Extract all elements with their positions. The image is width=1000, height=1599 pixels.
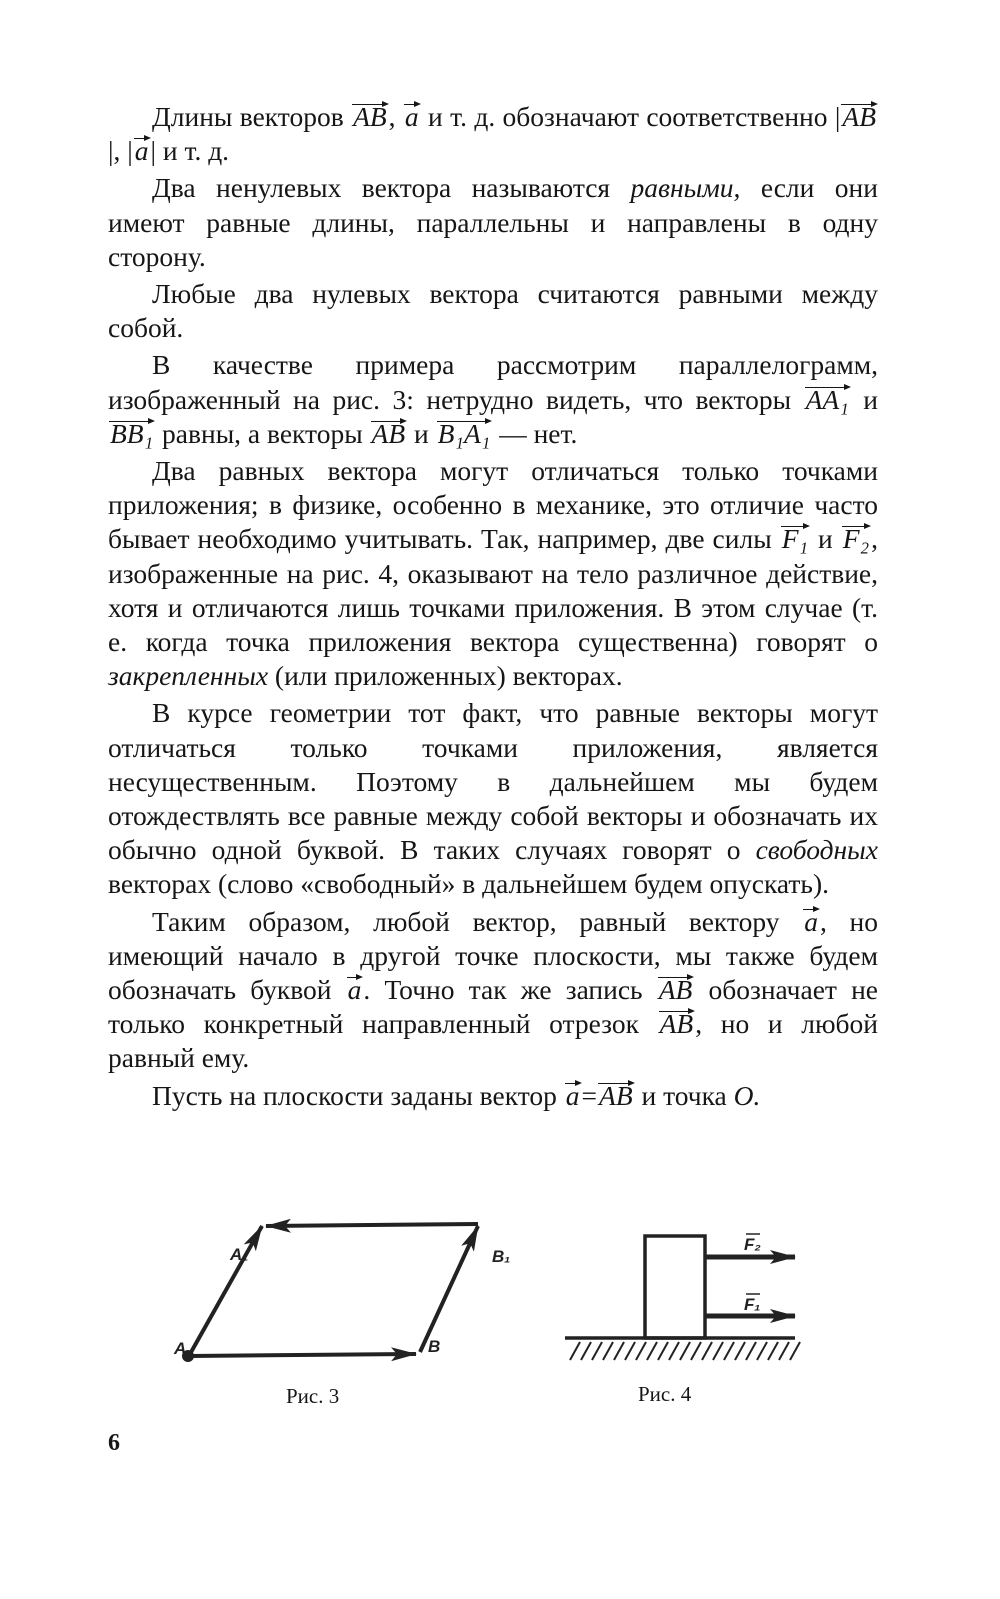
text-run: и — [810, 523, 841, 555]
ground-hatch — [757, 1342, 767, 1360]
ground-hatch — [614, 1342, 624, 1360]
text-run: и — [407, 417, 436, 449]
text-run: , но и любой равный ему. — [108, 1008, 878, 1074]
figure-4-caption: Рис. 4 — [638, 1382, 692, 1406]
ground-hatch — [680, 1342, 690, 1360]
label-B1: B₁ — [492, 1247, 511, 1266]
ground-hatch — [603, 1342, 613, 1360]
vector-notation: AB — [842, 101, 877, 132]
ground-hatch — [581, 1342, 591, 1360]
text-run: . Точно так же запись — [363, 974, 657, 1006]
page-number: 6 — [108, 1430, 120, 1456]
text-run: В качестве примера рассмотрим параллелограмм, изображенный на рис. 3: нетрудно видеть, что векторы — [108, 349, 878, 415]
ground-hatch — [636, 1342, 646, 1360]
ground-hatch — [746, 1342, 756, 1360]
text-run: Любые два нулевых вектора считаются равными между собой. — [108, 278, 878, 344]
ground-hatch — [592, 1342, 602, 1360]
label-A: A — [174, 1339, 187, 1358]
italic-term: закрепленных — [108, 660, 269, 692]
figure-4-forces — [565, 1236, 800, 1360]
label-F2: F₂ — [744, 1235, 761, 1254]
text-run: (или приложенных) векторах. — [268, 660, 623, 692]
italic-term: O. — [733, 1079, 761, 1111]
italic-term: свободных — [755, 834, 878, 866]
vector-notation: BB₁ — [110, 417, 154, 449]
text-run: равны, а векторы — [155, 417, 370, 449]
italic-term: равными, — [630, 172, 741, 204]
vector-notation: AA₁ — [805, 383, 849, 415]
vector-notation: a — [404, 101, 419, 132]
vector-notation: AB — [659, 1008, 694, 1040]
body-block — [645, 1236, 705, 1338]
vector-notation: a — [804, 905, 818, 937]
vector-notation: a — [565, 1079, 580, 1111]
vector-notation: AB — [371, 417, 406, 449]
text-run: Два ненулевых вектора называются — [152, 172, 631, 204]
vector-notation: AB — [599, 1079, 633, 1111]
text-run: , — [388, 101, 403, 132]
vector-notation: B₁A₁ — [437, 417, 491, 449]
vector-notation: a — [134, 135, 149, 167]
ground-hatch — [647, 1342, 657, 1360]
text-run: В курсе геометрии тот факт, что равные векторы могут отличаться только точками приложения, является несущественным. Поэтому в дальнейшем мы будем отождествлять все равные между собой векторы и обозначать их обычно одной буквой. В таких случаях говорят о — [108, 697, 878, 866]
ground-hatch — [713, 1342, 723, 1360]
ground-hatch — [658, 1342, 668, 1360]
text-run: векторах (слово «свободный» в дальнейшем будем опускать). — [108, 868, 830, 900]
vector-notation: a — [347, 974, 362, 1006]
ground-hatch — [735, 1342, 745, 1360]
ground-hatch — [625, 1342, 635, 1360]
vector-AA1 — [190, 1226, 262, 1354]
text-run: = — [581, 1079, 598, 1111]
vector-notation: F₁ — [781, 523, 809, 555]
text-run: и точка — [634, 1079, 734, 1111]
text-run: Два равных вектора могут отличаться только точками приложения; в физике, особенно в механике, это отличие часто бывает необходимо учитывать. Так, например, две силы — [108, 455, 878, 555]
text-run: , но имеющий начало в другой точке плоскости, мы также будем обозначать буквой — [108, 905, 879, 1006]
vector-B1A1 — [266, 1224, 478, 1226]
text-run: если они имеют равные длины, параллельны и направлены в одну сторону. — [108, 172, 878, 272]
ground-hatch — [724, 1342, 734, 1360]
ground-hatch — [691, 1342, 701, 1360]
text-run: | и т. д. — [150, 135, 230, 167]
text-run: Пусть на плоскости заданы вектор — [152, 1079, 564, 1111]
ground-hatch — [669, 1342, 679, 1360]
vector-notation: AB — [658, 974, 693, 1006]
text-run: — нет. — [492, 417, 578, 449]
text-run: и т. д. обозначают соответственно | — [420, 101, 841, 132]
label-B: B — [428, 1337, 441, 1356]
ground-hatch — [790, 1342, 800, 1360]
vector-notation: AB — [353, 101, 387, 132]
text-run: , изображенные на рис. 4, оказывают на тело различное действие, хотя и отличаются лишь точками приложения. В этом случае (т. е. когда точка приложения вектора существенна) говорят о — [108, 523, 878, 658]
ground-hatch — [702, 1342, 712, 1360]
text-run: Длины векторов — [152, 101, 352, 132]
figure-3-caption: Рис. 3 — [286, 1384, 340, 1408]
ground-hatch — [768, 1342, 778, 1360]
text-run: Таким образом, любой вектор, равный вектору — [152, 905, 803, 937]
text-run: |, | — [108, 135, 133, 167]
vector-BB1 — [420, 1226, 478, 1352]
text-run: и — [850, 383, 878, 415]
label-A1: A₁ — [230, 1245, 249, 1264]
vector-AB — [190, 1354, 416, 1356]
ground-hatch — [779, 1342, 789, 1360]
text-run: обозначает не только конкретный направленный отрезок — [108, 974, 878, 1040]
vector-notation: F₂ — [842, 523, 870, 555]
ground-hatch — [570, 1342, 580, 1360]
label-F1: F₁ — [744, 1295, 761, 1314]
